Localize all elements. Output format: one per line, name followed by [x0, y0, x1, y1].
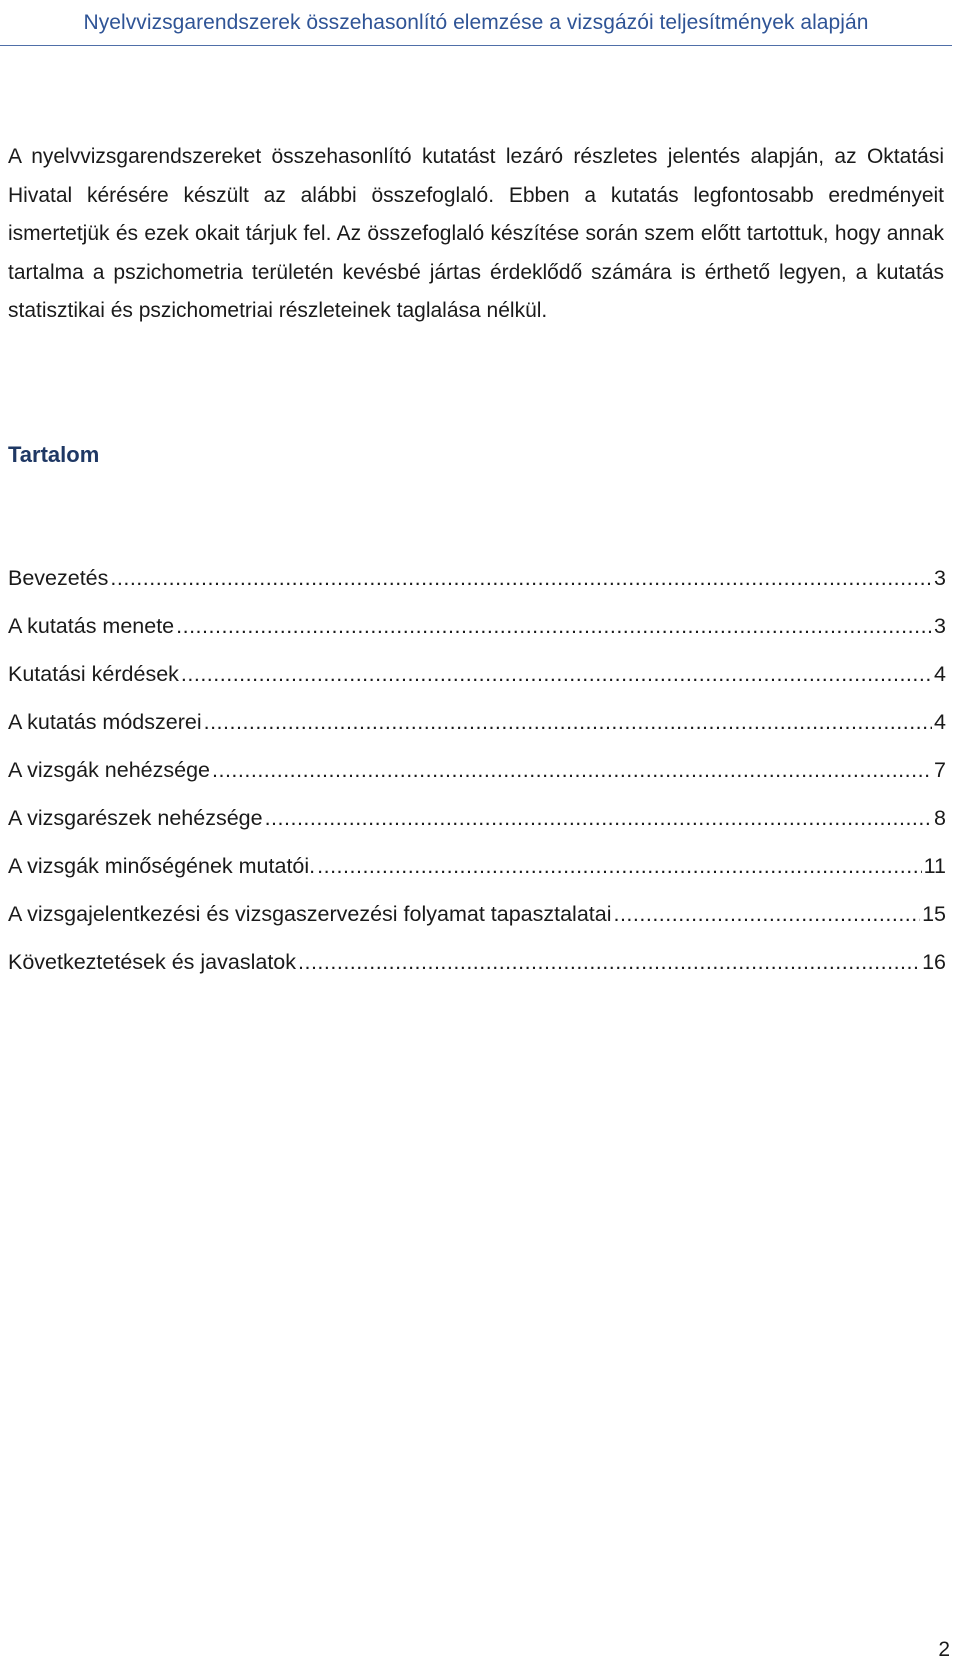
toc-dot-leader — [613, 902, 920, 927]
toc-entry-vizsgajelentkezes[interactable] — [8, 902, 946, 950]
toc-entry-title: A vizsgajelentkezési és vizsgaszervezési folyamat tapasztalatai — [8, 902, 612, 926]
toc-entry-page: 4 — [934, 710, 946, 734]
toc-heading: Tartalom — [8, 442, 100, 467]
toc-dot-leader — [265, 806, 932, 831]
toc-dot-leader — [317, 854, 922, 879]
toc-entry-page: 15 — [922, 902, 946, 926]
toc-dot-leader — [298, 950, 920, 975]
toc-dot-leader — [181, 662, 932, 687]
header-title: Nyelvvizsgarendszerek összehasonlító elemzése a vizsgázói teljesítmények alapján — [83, 10, 869, 34]
toc-entry-title: A kutatás menete — [8, 614, 175, 638]
toc-entry-title: Kutatási kérdések — [8, 662, 179, 686]
toc-entry-kutatasi-kerdesek[interactable] — [8, 662, 946, 710]
intro-paragraph: A nyelvvizsgarendszereket összehasonlító kutatást lezáró részletes jelentés alapján, az Oktatási Hivatal kérésére készült az alábbi összefoglaló. Ebben a kutatás legfontosabb eredményeit ismertetjük és ezek okait tárjuk fel. Az összefoglaló készítése során szem előtt tartottuk, hogy annak tartalma a pszichometria területén kevésbé jártas érdeklődő számára is érthető legyen, a kutatás statisztikai és pszichometriai részleteinek taglalása nélkül. — [8, 145, 944, 322]
toc-entry-title: A kutatás módszerei — [8, 710, 202, 734]
toc-entry-vizsgak-nehezsege[interactable] — [8, 758, 946, 806]
toc-entry-page: 3 — [934, 566, 946, 590]
toc-entry-kutatas-menete[interactable] — [8, 614, 946, 662]
toc-entry-minoseg-mutatoi[interactable] — [8, 854, 946, 902]
toc-dot-leader — [176, 614, 932, 639]
toc-entry-page: 7 — [934, 758, 946, 782]
toc-entry-kovetkeztetesek[interactable] — [8, 950, 946, 998]
toc-entry-kutatas-modszerei[interactable] — [8, 710, 946, 758]
toc-dot-leader — [212, 758, 932, 783]
toc-entry-title: Bevezetés — [8, 566, 109, 590]
toc-entry-title: A vizsgák minőségének mutatói. — [8, 854, 316, 878]
toc-entry-page: 4 — [934, 662, 946, 686]
toc-entry-title: A vizsgarészek nehézsége — [8, 806, 263, 830]
page-header — [0, 0, 952, 46]
toc-entry-bevezetes[interactable] — [8, 566, 946, 614]
toc-entry-vizsgareszek-nehezsege[interactable] — [8, 806, 946, 854]
toc-entry-page: 11 — [923, 854, 946, 878]
toc-entry-page: 8 — [934, 806, 946, 830]
toc-entry-title: Következtetések és javaslatok — [8, 950, 297, 974]
toc-dot-leader — [110, 566, 932, 591]
toc-entry-title: A vizsgák nehézsége — [8, 758, 210, 782]
toc-dot-leader — [204, 710, 932, 735]
page-number: 2 — [938, 1638, 950, 1661]
toc-entry-page: 3 — [934, 614, 946, 638]
table-of-contents — [8, 566, 946, 998]
toc-entry-page: 16 — [922, 950, 946, 974]
